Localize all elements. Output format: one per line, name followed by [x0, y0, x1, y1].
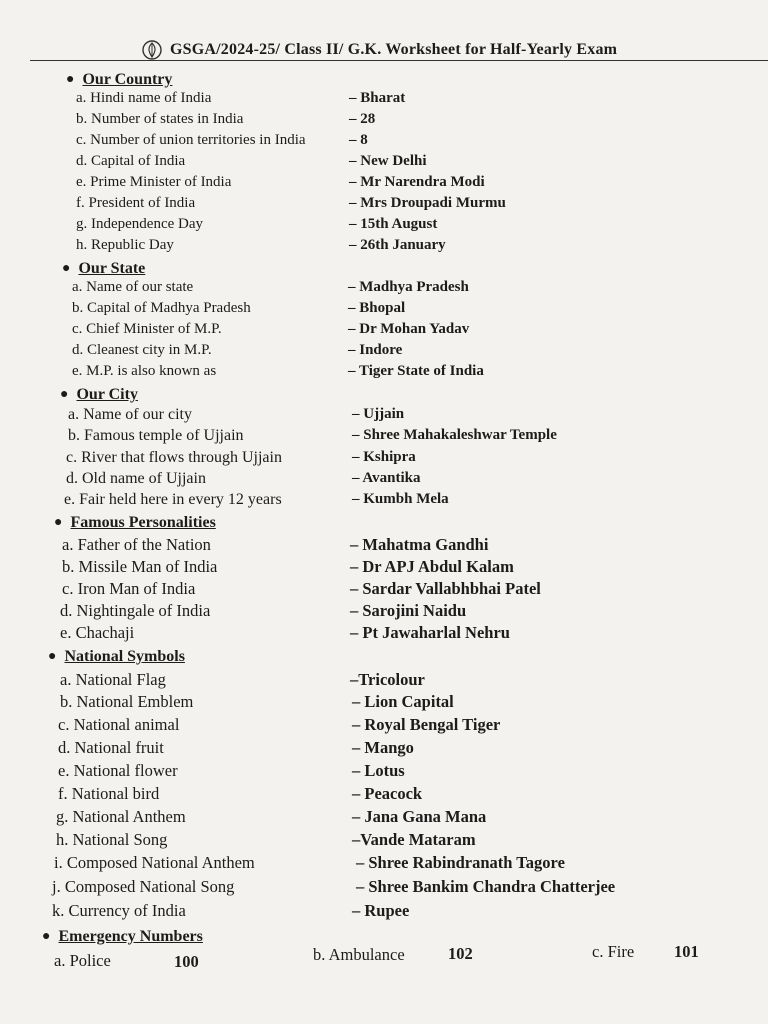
question-text: b. National Emblem: [60, 692, 194, 711]
question-text: b. Missile Man of India: [62, 557, 218, 576]
bullet-icon: ●: [60, 387, 69, 402]
section-title: Famous Personalities: [70, 514, 216, 531]
answer-text: – 26th January: [349, 237, 446, 253]
emergency-label: a. Police: [54, 951, 111, 970]
list-item: [0, 557, 768, 578]
list-item: [0, 470, 768, 491]
question-text: a. Name of our state: [72, 279, 194, 295]
section-heading: [60, 386, 138, 404]
question-text: e. Chachaji: [60, 623, 135, 642]
question-text: e. Fair held here in every 12 years: [64, 491, 282, 508]
question-text: b. Famous temple of Ujjain: [68, 427, 244, 444]
section-title: Our State: [78, 260, 146, 277]
list-item: [0, 670, 768, 691]
bullet-icon: ●: [42, 929, 51, 944]
question-text: e. M.P. is also known as: [72, 363, 217, 379]
emergency-number: 102: [448, 944, 473, 963]
section-heading: [66, 71, 172, 89]
answer-text: –Vande Mataram: [352, 830, 476, 849]
list-item: [0, 491, 768, 512]
school-logo-icon: [140, 38, 164, 62]
question-text: g. National Anthem: [56, 807, 186, 826]
question-text: h. Republic Day: [76, 237, 174, 253]
answer-text: – Shree Rabindranath Tagore: [356, 853, 565, 872]
answer-text: – 28: [349, 111, 376, 127]
list-item: [0, 216, 768, 237]
section-heading: [48, 648, 185, 666]
section-title: National Symbols: [64, 648, 185, 665]
question-text: d. Cleanest city in M.P.: [72, 342, 212, 358]
answer-text: – Ujjain: [352, 406, 405, 422]
answer-text: – Mrs Droupadi Murmu: [349, 195, 506, 211]
list-item: [0, 761, 768, 782]
question-text: c. Number of union territories in India: [76, 132, 306, 148]
list-item: [0, 427, 768, 448]
answer-text: – Peacock: [352, 784, 423, 803]
list-item: [0, 90, 768, 111]
emergency-number-fire: [674, 942, 699, 962]
emergency-number-ambulance: [448, 944, 473, 964]
question-text: a. Father of the Nation: [62, 535, 211, 554]
bullet-icon: ●: [66, 72, 75, 87]
question-text: d. Old name of Ujjain: [66, 470, 206, 487]
list-item: [0, 601, 768, 622]
question-text: a. National Flag: [60, 670, 166, 689]
answer-text: – Lotus: [352, 761, 405, 780]
answer-text: – Rupee: [352, 901, 410, 920]
list-item: [0, 174, 768, 195]
question-text: h. National Song: [56, 830, 168, 849]
list-item: [0, 784, 768, 805]
list-item: [0, 901, 768, 922]
answer-text: – Royal Bengal Tiger: [352, 715, 501, 734]
answer-text: – 8: [349, 132, 368, 148]
list-item: [0, 579, 768, 600]
list-item: [0, 342, 768, 363]
answer-text: – Bharat: [349, 90, 406, 106]
list-item: [0, 830, 768, 851]
worksheet-header: [140, 38, 760, 62]
answer-text: – Lion Capital: [352, 692, 454, 711]
list-item: [0, 853, 768, 874]
list-item: [0, 111, 768, 132]
question-text: i. Composed National Anthem: [54, 853, 255, 872]
question-text: j. Composed National Song: [52, 877, 235, 896]
emergency-number-police: [174, 952, 199, 972]
section-title: Our Country: [82, 71, 173, 88]
list-item: [0, 807, 768, 828]
question-text: c. Iron Man of India: [62, 579, 196, 598]
list-item: [0, 237, 768, 258]
answer-text: – Sarojini Naidu: [350, 601, 467, 620]
answer-text: – Jana Gana Mana: [352, 807, 487, 826]
list-item: [0, 715, 768, 736]
list-item: [0, 535, 768, 556]
question-text: e. Prime Minister of India: [76, 174, 232, 190]
answer-text: – Mahatma Gandhi: [350, 535, 489, 554]
answer-text: – Avantika: [352, 470, 421, 486]
answer-text: – Mango: [352, 738, 414, 757]
list-item: [0, 738, 768, 759]
answer-text: – Kumbh Mela: [352, 491, 449, 507]
question-text: a. Name of our city: [68, 406, 192, 423]
list-item: [0, 279, 768, 300]
bullet-icon: ●: [62, 261, 71, 276]
section-heading: [62, 260, 145, 278]
question-text: b. Capital of Madhya Pradesh: [72, 300, 251, 316]
emergency-label: b. Ambulance: [313, 945, 405, 964]
list-item: [0, 877, 768, 898]
list-item: [0, 623, 768, 644]
answer-text: – Shree Mahakaleshwar Temple: [352, 427, 557, 443]
answer-text: –Tricolour: [350, 670, 425, 689]
answer-text: – Pt Jawaharlal Nehru: [350, 623, 510, 642]
answer-text: – Sardar Vallabhbhai Patel: [350, 579, 541, 598]
list-item: [0, 406, 768, 427]
list-item: [0, 195, 768, 216]
answer-text: – Indore: [348, 342, 403, 358]
question-text: d. Capital of India: [76, 153, 186, 169]
list-item: [0, 300, 768, 321]
emergency-number: 101: [674, 942, 699, 961]
answer-text: – 15th August: [349, 216, 438, 232]
bullet-icon: ●: [54, 515, 63, 530]
question-text: e. National flower: [58, 761, 178, 780]
question-text: f. President of India: [76, 195, 196, 211]
question-text: k. Currency of India: [52, 901, 186, 920]
emergency-item-police: [54, 951, 111, 971]
emergency-number: 100: [174, 952, 199, 971]
question-text: b. Number of states in India: [76, 111, 244, 127]
question-text: d. National fruit: [58, 738, 164, 757]
question-text: c. Chief Minister of M.P.: [72, 321, 222, 337]
section-title: Our City: [76, 386, 138, 403]
question-text: c. River that flows through Ujjain: [66, 449, 282, 466]
section-heading: [42, 928, 203, 946]
list-item: [0, 449, 768, 470]
list-item: [0, 132, 768, 153]
emergency-item-ambulance: [313, 945, 405, 965]
answer-text: – Mr Narendra Modi: [349, 174, 485, 190]
list-item: [0, 692, 768, 713]
emergency-item-fire: [592, 942, 634, 962]
list-item: [0, 321, 768, 342]
answer-text: – Tiger State of India: [348, 363, 484, 379]
question-text: a. Hindi name of India: [76, 90, 212, 106]
question-text: d. Nightingale of India: [60, 601, 211, 620]
answer-text: – Dr Mohan Yadav: [348, 321, 470, 337]
header-divider: [30, 60, 768, 61]
answer-text: – Bhopal: [348, 300, 406, 316]
emergency-label: c. Fire: [592, 942, 635, 961]
bullet-icon: ●: [48, 649, 57, 664]
list-item: [0, 153, 768, 174]
section-heading: [54, 514, 216, 532]
answer-text: – Dr APJ Abdul Kalam: [350, 557, 514, 576]
section-title: Emergency Numbers: [58, 928, 203, 945]
question-text: c. National animal: [58, 715, 180, 734]
worksheet-title: GSGA/2024-25/ Class II/ G.K. Worksheet for Half-Yearly Exam: [170, 41, 618, 58]
answer-text: – Shree Bankim Chandra Chatterjee: [356, 877, 616, 896]
answer-text: – New Delhi: [349, 153, 427, 169]
answer-text: – Kshipra: [352, 449, 416, 465]
question-text: g. Independence Day: [76, 216, 204, 232]
list-item: [0, 363, 768, 384]
question-text: f. National bird: [58, 784, 160, 803]
answer-text: – Madhya Pradesh: [348, 279, 469, 295]
